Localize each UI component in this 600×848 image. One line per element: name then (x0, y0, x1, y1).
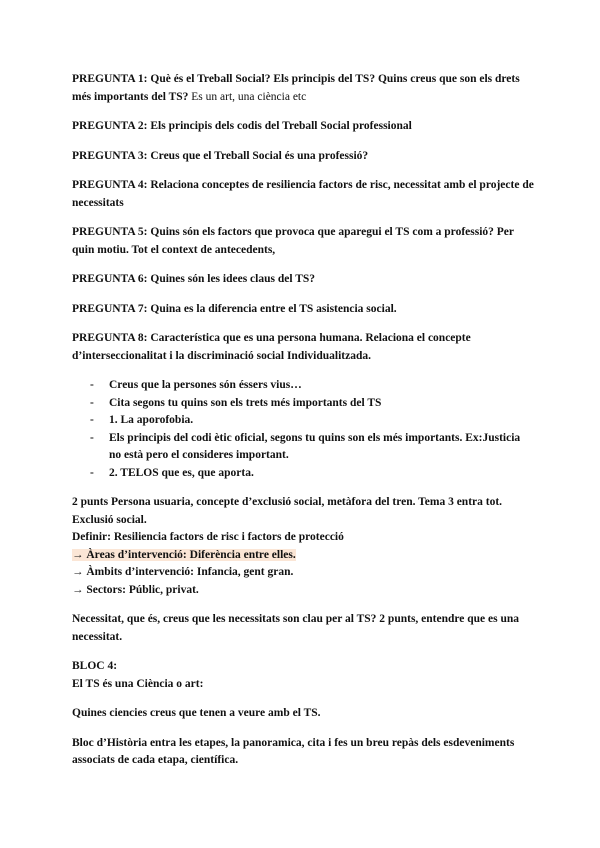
punts-line-2: Definir: Resiliencia factors de risc i factors de protecció (72, 531, 344, 543)
question-1 (72, 71, 534, 106)
question-6: PREGUNTA 6: Quines són les idees claus del TS? (72, 273, 316, 285)
ciencies-paragraph: Quines ciencies creus que tenen a veure amb el TS. (72, 707, 321, 719)
question-4: PREGUNTA 4: Relaciona conceptes de resiliencia factors de risc, necessitat amb el projecte de necessitats (72, 179, 534, 209)
punts-line-5: → Sectors: Públic, privat. (72, 583, 199, 596)
document-body (72, 71, 534, 770)
question-3: PREGUNTA 3: Creus que el Treball Social és una professió? (72, 149, 369, 162)
question-2: PREGUNTA 2: Els principis dels codis del Treball Social professional (72, 120, 412, 132)
punts-line-3 (72, 547, 534, 565)
historia-paragraph: Bloc d’Història entra les etapes, la panoramica, cita i fes un breu repàs dels esdeveniments associats de cada etapa, científica. (72, 736, 515, 766)
bloc4-subtitle: El TS és una Ciència o art: (72, 677, 204, 690)
punts-section (72, 494, 534, 599)
punts-line-1: 2 punts Persona usuaria, concepte d’exclusió social, metàfora del tren. Tema 3 entra tot. Exclusió social. (72, 496, 503, 526)
question-8-bullet-list (72, 377, 534, 482)
question-1-text: PREGUNTA 1: Què és el Treball Social? Els principis del TS? Quins creus que son els drets més importants del TS? (72, 73, 520, 103)
question-8: PREGUNTA 8: Característica que es una persona humana. Relaciona el concepte d’interseccionalitat i la discriminació social Individualitzada. (72, 332, 471, 362)
list-item: - Els principis del codi ètic oficial, segons tu quins son els més importants. Ex:Justicia no està pero el consideres important. (72, 430, 534, 465)
list-item: - 1. La aporofobia. (72, 412, 534, 430)
list-item: - Cita segons tu quins son els trets més importants del TS (72, 395, 534, 413)
necessitat-paragraph: Necessitat, que és, creus que les necessitats son clau per al TS? 2 punts, entendre que es una necessitat. (72, 613, 520, 643)
list-item: - 2. TELOS que es, que aporta. (72, 465, 534, 483)
question-1-note: Es un art, una ciència etc (188, 90, 307, 103)
question-7: PREGUNTA 7: Quina es la diferencia entre el TS asistencia social. (72, 302, 397, 315)
punts-line-4: → Àmbits d’intervenció: Infancia, gent gran. (72, 566, 294, 578)
list-item: - Creus que la persones són éssers vius… (72, 377, 534, 395)
bloc4-title: BLOC 4: (72, 660, 118, 672)
question-5: PREGUNTA 5: Quins són els factors que provoca que aparegui el TS com a professió? Per quin motiu. Tot el context de antecedents, (72, 226, 514, 256)
highlighted-text: → Àreas d’intervenció: Diferència entre elles. (72, 548, 296, 561)
